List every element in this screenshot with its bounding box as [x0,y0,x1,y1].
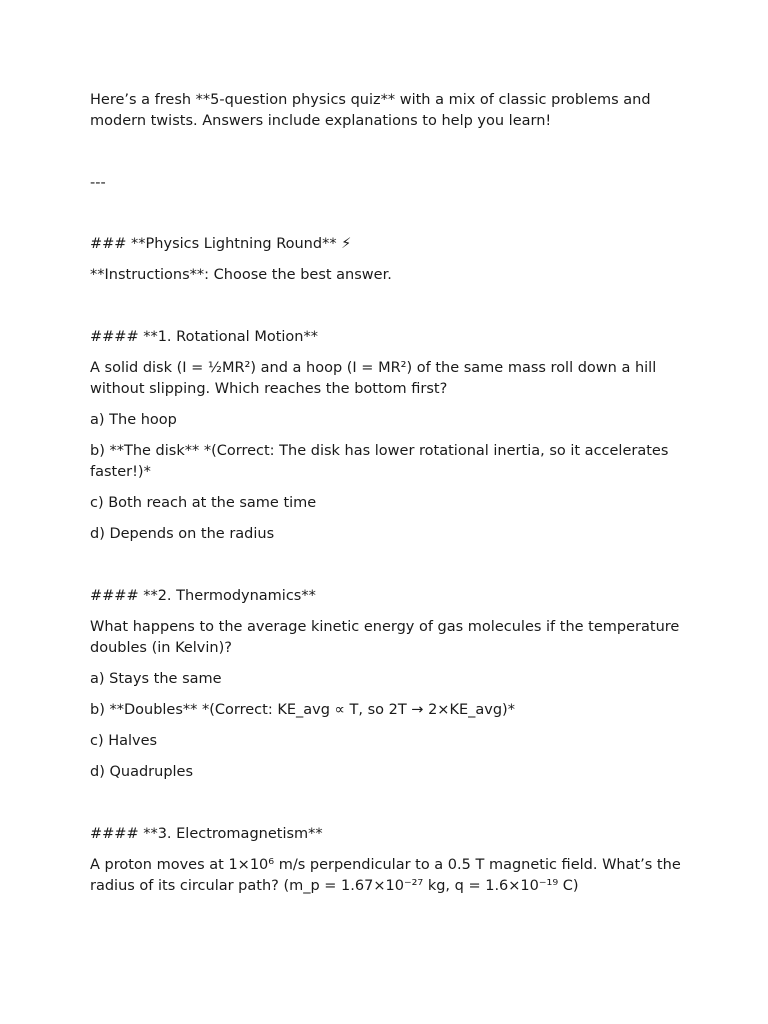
question-2-option-b: b) **Doubles** *(Correct: KE_avg ∝ T, so 2T → 2×KE_avg)* [90,702,515,718]
question-1-heading: #### **1. Rotational Motion** [90,329,318,345]
question-3-heading: #### **3. Electromagnetism** [90,826,323,842]
question-2-heading: #### **2. Thermodynamics** [90,588,316,604]
question-1-option-a: a) The hoop [90,412,177,428]
separator-line: --- [90,175,106,191]
question-1-prompt: A solid disk (I = ½MR²) and a hoop (I = MR²) of the same mass roll down a hill without slipping. Which reaches the bottom first? [90,360,657,397]
question-2-option-d: d) Quadruples [90,764,194,780]
question-1-option-b: b) **The disk** *(Correct: The disk has lower rotational inertia, so it accelerates faster!)* [90,443,669,480]
question-2-option-c: c) Halves [90,733,158,749]
question-2-option-a: a) Stays the same [90,671,222,687]
question-1-option-d: d) Depends on the radius [90,526,275,542]
question-2-prompt: What happens to the average kinetic energy of gas molecules if the temperature doubles (in Kelvin)? [90,619,680,656]
question-3-prompt: A proton moves at 1×10⁶ m/s perpendicular to a 0.5 T magnetic field. What’s the radius of its circular path? (m_p = 1.67×10⁻²⁷ kg, q = 1.6×10⁻¹⁹ C) [90,857,681,894]
question-1-option-c: c) Both reach at the same time [90,495,317,511]
document-body [90,90,690,897]
intro-paragraph: Here’s a fresh **5-question physics quiz** with a mix of classic problems and modern twists. Answers include explanations to help you learn! [90,92,651,129]
instructions-text: **Instructions**: Choose the best answer. [90,267,392,283]
quiz-title: ### **Physics Lightning Round** ⚡ [90,236,352,252]
